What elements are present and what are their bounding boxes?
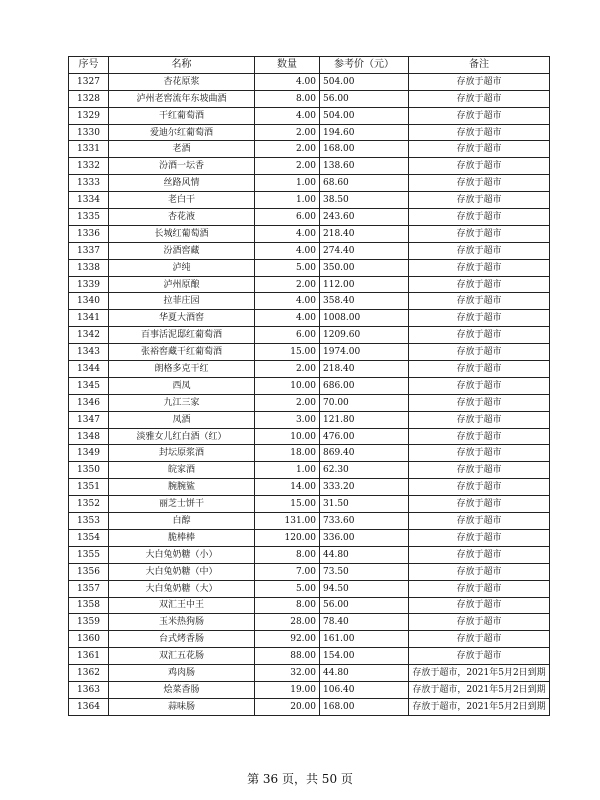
cell-name: 大白兔奶糖（中） bbox=[109, 563, 255, 580]
table-row bbox=[69, 276, 550, 293]
cell-note: 存放于超市 bbox=[409, 428, 550, 445]
cell-qty: 6.00 bbox=[255, 327, 320, 344]
cell-qty: 18.00 bbox=[255, 445, 320, 462]
cell-note: 存放于超市 bbox=[409, 209, 550, 226]
cell-name: 长城红葡萄酒 bbox=[109, 225, 255, 242]
cell-id: 1344 bbox=[69, 361, 109, 378]
cell-qty: 3.00 bbox=[255, 411, 320, 428]
cell-name: 台式烤香肠 bbox=[109, 631, 255, 648]
cell-qty: 28.00 bbox=[255, 614, 320, 631]
table-header-row bbox=[69, 57, 550, 74]
table-row bbox=[69, 462, 550, 479]
cell-name: 拉菲庄园 bbox=[109, 293, 255, 310]
cell-price: 168.00 bbox=[320, 698, 409, 715]
cell-qty: 2.00 bbox=[255, 394, 320, 411]
cell-qty: 2.00 bbox=[255, 158, 320, 175]
cell-name: 脆棒棒 bbox=[109, 529, 255, 546]
cell-id: 1335 bbox=[69, 209, 109, 226]
cell-price: 70.00 bbox=[320, 394, 409, 411]
cell-name: 老白干 bbox=[109, 192, 255, 209]
cell-id: 1329 bbox=[69, 107, 109, 124]
cell-name: 丽芝士饼干 bbox=[109, 496, 255, 513]
cell-note: 存放于超市 bbox=[409, 513, 550, 530]
cell-price: 1974.00 bbox=[320, 344, 409, 361]
table-row bbox=[69, 124, 550, 141]
cell-name: 朗格多克干红 bbox=[109, 361, 255, 378]
cell-name: 玉米热狗肠 bbox=[109, 614, 255, 631]
cell-id: 1360 bbox=[69, 631, 109, 648]
cell-name: 鸡肉肠 bbox=[109, 665, 255, 682]
table-body bbox=[69, 73, 550, 715]
cell-price: 73.50 bbox=[320, 563, 409, 580]
cell-id: 1343 bbox=[69, 344, 109, 361]
cell-name: 百事活泥邸红葡萄酒 bbox=[109, 327, 255, 344]
cell-id: 1345 bbox=[69, 377, 109, 394]
cell-id: 1361 bbox=[69, 648, 109, 665]
cell-id: 1339 bbox=[69, 276, 109, 293]
cell-note: 存放于超市 bbox=[409, 327, 550, 344]
cell-note: 存放于超市 bbox=[409, 496, 550, 513]
table-row bbox=[69, 141, 550, 158]
table-row bbox=[69, 681, 550, 698]
cell-id: 1342 bbox=[69, 327, 109, 344]
table-row bbox=[69, 513, 550, 530]
cell-id: 1336 bbox=[69, 225, 109, 242]
cell-price: 218.40 bbox=[320, 225, 409, 242]
cell-note: 存放于超市 bbox=[409, 175, 550, 192]
table-row bbox=[69, 648, 550, 665]
cell-price: 194.60 bbox=[320, 124, 409, 141]
header-qty: 数量 bbox=[255, 57, 320, 74]
cell-name: 大白兔奶糖（大） bbox=[109, 580, 255, 597]
cell-id: 1348 bbox=[69, 428, 109, 445]
cell-price: 121.80 bbox=[320, 411, 409, 428]
cell-note: 存放于超市 bbox=[409, 479, 550, 496]
cell-note: 存放于超市 bbox=[409, 563, 550, 580]
cell-note: 存放于超市，2021年5月2日到期 bbox=[409, 665, 550, 682]
cell-id: 1358 bbox=[69, 597, 109, 614]
cell-qty: 10.00 bbox=[255, 428, 320, 445]
cell-qty: 7.00 bbox=[255, 563, 320, 580]
cell-price: 44.80 bbox=[320, 546, 409, 563]
cell-name: 丝路风情 bbox=[109, 175, 255, 192]
cell-id: 1363 bbox=[69, 681, 109, 698]
cell-id: 1338 bbox=[69, 259, 109, 276]
cell-id: 1334 bbox=[69, 192, 109, 209]
cell-qty: 1.00 bbox=[255, 175, 320, 192]
cell-price: 68.60 bbox=[320, 175, 409, 192]
cell-qty: 88.00 bbox=[255, 648, 320, 665]
cell-note: 存放于超市 bbox=[409, 445, 550, 462]
cell-id: 1346 bbox=[69, 394, 109, 411]
cell-price: 94.50 bbox=[320, 580, 409, 597]
cell-id: 1354 bbox=[69, 529, 109, 546]
cell-note: 存放于超市 bbox=[409, 411, 550, 428]
table-row bbox=[69, 344, 550, 361]
cell-price: 106.40 bbox=[320, 681, 409, 698]
cell-qty: 1.00 bbox=[255, 192, 320, 209]
cell-price: 504.00 bbox=[320, 73, 409, 90]
table-row bbox=[69, 90, 550, 107]
cell-note: 存放于超市 bbox=[409, 225, 550, 242]
table-row bbox=[69, 158, 550, 175]
cell-qty: 4.00 bbox=[255, 310, 320, 327]
table-row bbox=[69, 411, 550, 428]
cell-note: 存放于超市 bbox=[409, 361, 550, 378]
cell-price: 336.00 bbox=[320, 529, 409, 546]
cell-price: 274.40 bbox=[320, 242, 409, 259]
table-row bbox=[69, 529, 550, 546]
cell-name: 封坛原浆酒 bbox=[109, 445, 255, 462]
cell-qty: 20.00 bbox=[255, 698, 320, 715]
cell-qty: 4.00 bbox=[255, 242, 320, 259]
cell-name: 西凤 bbox=[109, 377, 255, 394]
table-row bbox=[69, 445, 550, 462]
cell-name: 杏花原浆 bbox=[109, 73, 255, 90]
cell-price: 504.00 bbox=[320, 107, 409, 124]
cell-note: 存放于超市 bbox=[409, 124, 550, 141]
cell-note: 存放于超市 bbox=[409, 73, 550, 90]
cell-name: 泸州老窖流年东坡曲酒 bbox=[109, 90, 255, 107]
cell-name: 爱迪尔红葡萄酒 bbox=[109, 124, 255, 141]
cell-qty: 19.00 bbox=[255, 681, 320, 698]
cell-name: 淡雅女儿红白酒（红） bbox=[109, 428, 255, 445]
table-row bbox=[69, 563, 550, 580]
table-row bbox=[69, 192, 550, 209]
cell-note: 存放于超市 bbox=[409, 394, 550, 411]
cell-id: 1353 bbox=[69, 513, 109, 530]
cell-price: 154.00 bbox=[320, 648, 409, 665]
table-row bbox=[69, 698, 550, 715]
cell-note: 存放于超市 bbox=[409, 90, 550, 107]
cell-price: 31.50 bbox=[320, 496, 409, 513]
cell-qty: 4.00 bbox=[255, 293, 320, 310]
cell-price: 138.60 bbox=[320, 158, 409, 175]
cell-name: 九江三家 bbox=[109, 394, 255, 411]
cell-name: 皖家酒 bbox=[109, 462, 255, 479]
cell-price: 686.00 bbox=[320, 377, 409, 394]
cell-note: 存放于超市，2021年5月2日到期 bbox=[409, 698, 550, 715]
cell-price: 38.50 bbox=[320, 192, 409, 209]
cell-note: 存放于超市 bbox=[409, 377, 550, 394]
cell-note: 存放于超市 bbox=[409, 546, 550, 563]
cell-note: 存放于超市 bbox=[409, 293, 550, 310]
cell-id: 1359 bbox=[69, 614, 109, 631]
table-row bbox=[69, 597, 550, 614]
cell-id: 1332 bbox=[69, 158, 109, 175]
cell-price: 62.30 bbox=[320, 462, 409, 479]
cell-note: 存放于超市 bbox=[409, 259, 550, 276]
cell-id: 1347 bbox=[69, 411, 109, 428]
page-footer: 第 36 页，共 50 页 bbox=[247, 772, 353, 786]
cell-name: 腕腕鲨 bbox=[109, 479, 255, 496]
cell-id: 1331 bbox=[69, 141, 109, 158]
cell-note: 存放于超市 bbox=[409, 192, 550, 209]
cell-note: 存放于超市，2021年5月2日到期 bbox=[409, 681, 550, 698]
cell-name: 白醇 bbox=[109, 513, 255, 530]
table-row bbox=[69, 428, 550, 445]
cell-price: 112.00 bbox=[320, 276, 409, 293]
cell-name: 泸州原酿 bbox=[109, 276, 255, 293]
cell-note: 存放于超市 bbox=[409, 276, 550, 293]
cell-qty: 5.00 bbox=[255, 580, 320, 597]
cell-name: 杏花液 bbox=[109, 209, 255, 226]
cell-price: 56.00 bbox=[320, 597, 409, 614]
cell-id: 1337 bbox=[69, 242, 109, 259]
cell-name: 大白兔奶糖（小） bbox=[109, 546, 255, 563]
cell-qty: 2.00 bbox=[255, 361, 320, 378]
cell-name: 蒜味肠 bbox=[109, 698, 255, 715]
cell-id: 1341 bbox=[69, 310, 109, 327]
cell-qty: 120.00 bbox=[255, 529, 320, 546]
cell-name: 双汇五花肠 bbox=[109, 648, 255, 665]
cell-note: 存放于超市 bbox=[409, 648, 550, 665]
cell-name: 泸纯 bbox=[109, 259, 255, 276]
cell-id: 1350 bbox=[69, 462, 109, 479]
table-row bbox=[69, 327, 550, 344]
cell-note: 存放于超市 bbox=[409, 344, 550, 361]
table-row bbox=[69, 225, 550, 242]
cell-id: 1349 bbox=[69, 445, 109, 462]
table-row bbox=[69, 310, 550, 327]
cell-note: 存放于超市 bbox=[409, 529, 550, 546]
header-name: 名称 bbox=[109, 57, 255, 74]
cell-id: 1356 bbox=[69, 563, 109, 580]
cell-qty: 15.00 bbox=[255, 496, 320, 513]
table-row bbox=[69, 496, 550, 513]
table-row bbox=[69, 361, 550, 378]
cell-qty: 32.00 bbox=[255, 665, 320, 682]
cell-id: 1351 bbox=[69, 479, 109, 496]
cell-price: 78.40 bbox=[320, 614, 409, 631]
cell-price: 1008.00 bbox=[320, 310, 409, 327]
table-row bbox=[69, 614, 550, 631]
cell-price: 476.00 bbox=[320, 428, 409, 445]
header-note: 备注 bbox=[409, 57, 550, 74]
cell-qty: 4.00 bbox=[255, 225, 320, 242]
cell-id: 1364 bbox=[69, 698, 109, 715]
inventory-table bbox=[68, 56, 550, 716]
cell-note: 存放于超市 bbox=[409, 614, 550, 631]
cell-name: 凤酒 bbox=[109, 411, 255, 428]
cell-qty: 5.00 bbox=[255, 259, 320, 276]
cell-qty: 8.00 bbox=[255, 597, 320, 614]
cell-note: 存放于超市 bbox=[409, 107, 550, 124]
cell-price: 168.00 bbox=[320, 141, 409, 158]
cell-price: 218.40 bbox=[320, 361, 409, 378]
cell-note: 存放于超市 bbox=[409, 158, 550, 175]
table-row bbox=[69, 175, 550, 192]
cell-price: 56.00 bbox=[320, 90, 409, 107]
cell-name: 华夏大酒窖 bbox=[109, 310, 255, 327]
cell-qty: 8.00 bbox=[255, 546, 320, 563]
table-row bbox=[69, 394, 550, 411]
cell-name: 老酒 bbox=[109, 141, 255, 158]
table-row bbox=[69, 293, 550, 310]
table-row bbox=[69, 259, 550, 276]
cell-name: 汾酒窖藏 bbox=[109, 242, 255, 259]
cell-qty: 14.00 bbox=[255, 479, 320, 496]
cell-price: 161.00 bbox=[320, 631, 409, 648]
cell-id: 1362 bbox=[69, 665, 109, 682]
cell-name: 张裕窖藏干红葡萄酒 bbox=[109, 344, 255, 361]
cell-note: 存放于超市 bbox=[409, 141, 550, 158]
cell-price: 1209.60 bbox=[320, 327, 409, 344]
cell-note: 存放于超市 bbox=[409, 631, 550, 648]
header-price: 参考价（元） bbox=[320, 57, 409, 74]
cell-name: 烩菜香肠 bbox=[109, 681, 255, 698]
cell-price: 44.80 bbox=[320, 665, 409, 682]
cell-id: 1352 bbox=[69, 496, 109, 513]
table-row bbox=[69, 479, 550, 496]
cell-qty: 15.00 bbox=[255, 344, 320, 361]
cell-id: 1333 bbox=[69, 175, 109, 192]
cell-name: 汾酒一坛香 bbox=[109, 158, 255, 175]
cell-qty: 2.00 bbox=[255, 276, 320, 293]
cell-name: 干红葡萄酒 bbox=[109, 107, 255, 124]
cell-price: 869.40 bbox=[320, 445, 409, 462]
cell-id: 1330 bbox=[69, 124, 109, 141]
table-row bbox=[69, 377, 550, 394]
table-row bbox=[69, 580, 550, 597]
cell-qty: 10.00 bbox=[255, 377, 320, 394]
cell-qty: 131.00 bbox=[255, 513, 320, 530]
header-id: 序号 bbox=[69, 57, 109, 74]
cell-note: 存放于超市 bbox=[409, 462, 550, 479]
table-row bbox=[69, 665, 550, 682]
cell-id: 1340 bbox=[69, 293, 109, 310]
cell-qty: 2.00 bbox=[255, 124, 320, 141]
cell-id: 1328 bbox=[69, 90, 109, 107]
cell-price: 243.60 bbox=[320, 209, 409, 226]
cell-qty: 2.00 bbox=[255, 141, 320, 158]
table-row bbox=[69, 107, 550, 124]
table-row bbox=[69, 242, 550, 259]
table-row bbox=[69, 73, 550, 90]
table-row bbox=[69, 546, 550, 563]
cell-qty: 4.00 bbox=[255, 107, 320, 124]
cell-note: 存放于超市 bbox=[409, 580, 550, 597]
cell-price: 350.00 bbox=[320, 259, 409, 276]
cell-price: 733.60 bbox=[320, 513, 409, 530]
cell-note: 存放于超市 bbox=[409, 242, 550, 259]
cell-qty: 6.00 bbox=[255, 209, 320, 226]
cell-note: 存放于超市 bbox=[409, 597, 550, 614]
table-row bbox=[69, 631, 550, 648]
cell-id: 1357 bbox=[69, 580, 109, 597]
cell-note: 存放于超市 bbox=[409, 310, 550, 327]
cell-qty: 8.00 bbox=[255, 90, 320, 107]
cell-qty: 92.00 bbox=[255, 631, 320, 648]
table-row bbox=[69, 209, 550, 226]
cell-qty: 1.00 bbox=[255, 462, 320, 479]
cell-name: 双汇王中王 bbox=[109, 597, 255, 614]
cell-qty: 4.00 bbox=[255, 73, 320, 90]
cell-price: 358.40 bbox=[320, 293, 409, 310]
cell-id: 1355 bbox=[69, 546, 109, 563]
cell-price: 333.20 bbox=[320, 479, 409, 496]
cell-id: 1327 bbox=[69, 73, 109, 90]
